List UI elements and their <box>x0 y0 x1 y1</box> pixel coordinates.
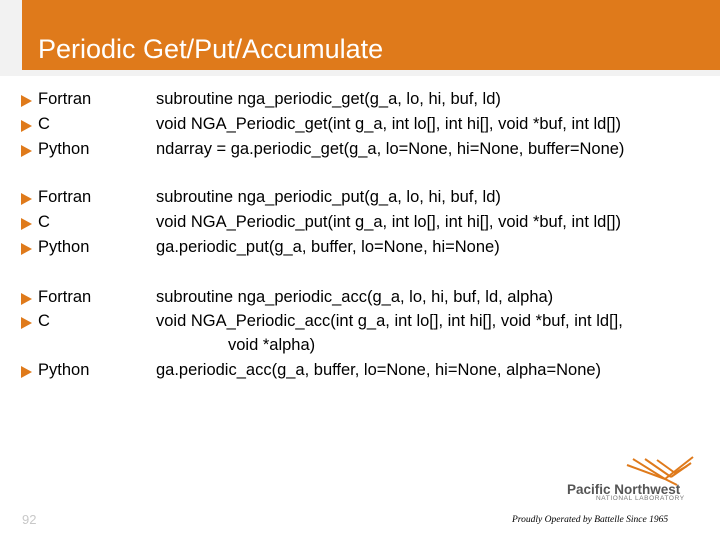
org-tagline: Proudly Operated by Battelle Since 1965 <box>512 515 669 525</box>
bullet-arrow-icon <box>21 243 32 255</box>
language-label: Python <box>38 140 90 158</box>
pnnl-logo <box>500 455 715 535</box>
signature-text: subroutine nga_periodic_acc(g_a, lo, hi, buf, ld, alpha) <box>156 288 554 306</box>
signature-text: void NGA_Periodic_put(int g_a, int lo[], int hi[], void *buf, int ld[]) <box>156 213 621 231</box>
bullet-arrow-icon <box>21 366 32 378</box>
list-item <box>0 336 720 360</box>
language-label: C <box>38 115 50 133</box>
signature-text: void NGA_Periodic_get(int g_a, int lo[], int hi[], void *buf, int ld[]) <box>156 115 621 133</box>
list-item <box>0 90 720 114</box>
language-label: Fortran <box>38 288 92 306</box>
list-item <box>0 213 720 237</box>
language-label: Fortran <box>38 90 92 108</box>
language-label: C <box>38 213 50 231</box>
list-item <box>0 140 720 164</box>
signature-text: ga.periodic_put(g_a, buffer, lo=None, hi=None) <box>156 238 500 256</box>
bullet-arrow-icon <box>21 193 32 205</box>
signature-text: void NGA_Periodic_acc(int g_a, int lo[], int hi[], void *buf, int ld[], <box>156 312 623 330</box>
bullet-arrow-icon <box>21 95 32 107</box>
bullet-arrow-icon <box>21 145 32 157</box>
signature-text: subroutine nga_periodic_get(g_a, lo, hi, buf, ld) <box>156 90 501 108</box>
list-item <box>0 361 720 385</box>
list-item <box>0 238 720 262</box>
bullet-arrow-icon <box>21 293 32 305</box>
language-label: Fortran <box>38 188 92 206</box>
language-label: C <box>38 312 50 330</box>
signature-text: subroutine nga_periodic_put(g_a, lo, hi, buf, ld) <box>156 188 501 206</box>
page-number: 92 <box>22 512 37 527</box>
list-item <box>0 288 720 312</box>
list-item <box>0 115 720 139</box>
org-name: Pacific Northwest <box>567 482 681 497</box>
signature-continuation: void *alpha) <box>228 336 316 354</box>
language-label: Python <box>38 238 90 256</box>
slide-title: Periodic Get/Put/Accumulate <box>38 34 384 64</box>
org-lab: NATIONAL LABORATORY <box>596 495 685 502</box>
language-label: Python <box>38 361 90 379</box>
bullet-arrow-icon <box>21 120 32 132</box>
bullet-arrow-icon <box>21 317 32 329</box>
list-item <box>0 312 720 336</box>
list-item <box>0 188 720 212</box>
bullet-arrow-icon <box>21 218 32 230</box>
signature-text: ndarray = ga.periodic_get(g_a, lo=None, hi=None, buffer=None) <box>156 140 625 158</box>
signature-text: ga.periodic_acc(g_a, buffer, lo=None, hi=None, alpha=None) <box>156 361 602 379</box>
